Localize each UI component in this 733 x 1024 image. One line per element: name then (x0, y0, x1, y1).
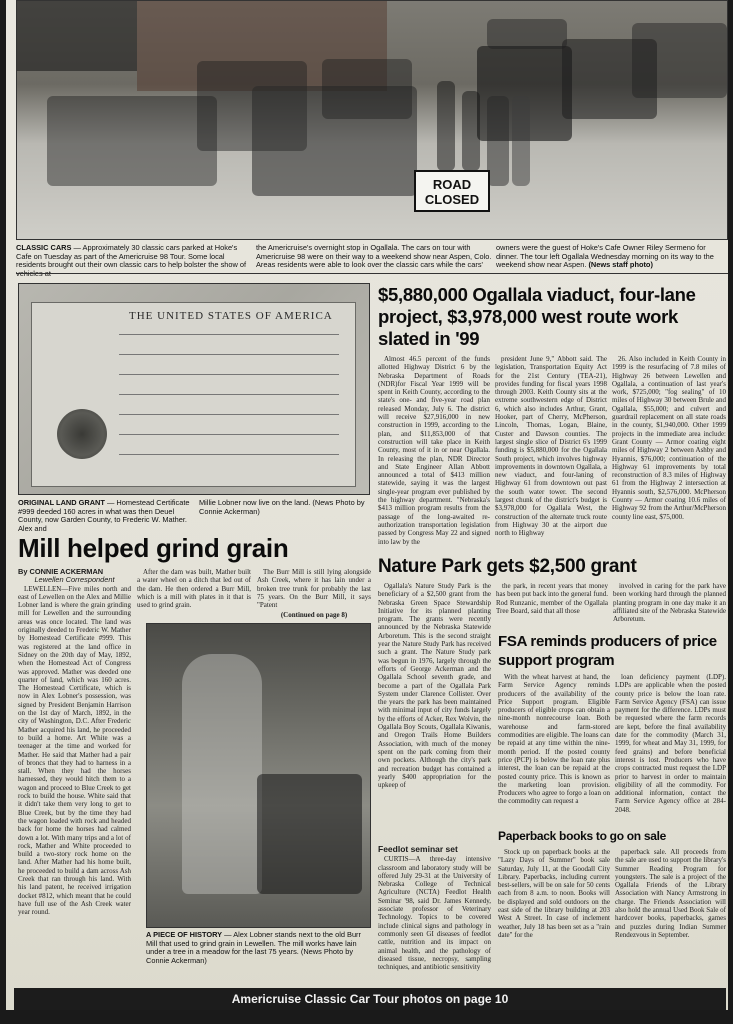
certificate-line (119, 454, 339, 455)
viaduct-col-3 (612, 355, 726, 551)
classic-cars-photo (16, 0, 728, 240)
cars-caption-text-3: owners were the guest of Hoke's Cafe Owner Riley Sermeno for dinner. The tour left Ogallala Wednesday morning on its way to the weekend show near Aspen. (496, 243, 714, 270)
cars-caption-lead: CLASSIC CARS (16, 243, 72, 252)
burr-mill-caption (146, 931, 371, 965)
mill-byline-title: Lewellen Correspondent (34, 575, 115, 585)
viaduct-col-2-text: president June 9," Abbott said. The legislation, Transportation Equity Act for the 21st Century (TEA-21), provides funding for fiscal years 1998 through 2003. Keith County sits at the extreme southwestern edge of District 6, which also includes Arthur, Grant, Hooker, part of Cherry, McPherson, Lincoln, Thomas, Logan, Blaine, Custer and Dawson counties. The largest single slice of District 6's 1999 funding is $5,880,000 for the Ogallala South project, which involves highway improvements in downtown Ogallala, a new viaduct, and four-laning of Highway 61 from downtown out past the south water tower. The second largest chunk of the district's budget is $3,978,000 for Ogallala West, the construction of the alternate truck route from Highway 30 at the airport due north to Highway (495, 355, 607, 538)
feedlot-brief (378, 843, 491, 985)
fsa-headline: FSA reminds producers of price support program (498, 633, 717, 669)
paperback-col-2-text: paperback sale. All proceeds from the sale are used to support the library's Summer Reading Program for youngsters. The sale is a project of the Ogallala Friends of the Library Association with Nancy Armstrong in charge. The Friends Association will also hold the annual Used Book Sale of hardcover books, paperbacks, games and puzzles during Indian Summer Rendezvous in September. (615, 848, 726, 939)
mill-col-2-text: After the dam was built, Mather built a water wheel on a ditch that led out of the dam. He then ordered a Burr Mill, which is a mill with plates in it that is used to grind grain. (137, 568, 251, 610)
cars-caption-col2 (256, 244, 492, 270)
certificate-line (119, 334, 339, 335)
nature-park-col-2 (496, 582, 608, 615)
nature-park-headline: Nature Park gets $2,500 grant (378, 556, 637, 577)
footer-teaser-text: Americruise Classic Car Tour photos on page 10 (231, 992, 509, 1006)
fsa-col-1 (498, 673, 610, 823)
fsa-col-2 (615, 673, 726, 823)
cars-photo-credit: (News staff photo) (588, 260, 653, 270)
mill-col-3-text: The Burr Mill is still lying alongside Ash Creek, where it has lain under a broken tree trunk for probably the last 75 years. On the Burr Mill, it says "Patent (257, 568, 371, 610)
land-grant-caption-left (18, 499, 194, 533)
newspaper-page (6, 0, 728, 1010)
nature-park-col-3-text: involved in caring for the park have been working hard through the planned planting program in one day make it an affiliated site of the Nebraska Statewide Arboretum. (613, 582, 726, 624)
mill-byline: By CONNIE ACKERMAN (18, 567, 104, 576)
feedlot-subhead: Feedlot seminar set (378, 844, 458, 854)
mill-col-3 (257, 568, 371, 624)
nature-park-col-1-text: Ogallala's Nature Study Park is the beneficiary of a $2,500 grant from the Nebraska Green Space Stewardship Initiative for its planned planting program. The grants were recently announced by the Nebraska Statewide Arboretum. This is the second straight year the Nature Study Park has received such a grant. The Nature Study park was begun in 1976, largely through the efforts of George Ackerman and the Ogallala School seventh grade, and become a part of the Ogallala Park System under Clarence Collister. Over the years the park has been maintained with minimal input of city funds largely by the efforts of Acker, Rex Wolvin, the Ogallala Boy Scouts, Ogallala Kiwanis, and Oregon Trails Home Builders Association, with much of the money spent on the park coming from their own pockets. Although the city's park and recreation budget has contained a yearly $400 appropriation for the upkeep of (378, 582, 491, 790)
paperback-col-2 (615, 848, 726, 986)
certificate-seal (57, 409, 107, 459)
land-grant-caption-lead: ORIGINAL LAND GRANT (18, 498, 105, 507)
fsa-col-2-text: loan deficiency payment (LDP). LDPs are applicable when the posted county price is below the loan rate. Farm Service Agency (FSA) can issue payment for the difference. LDPs must be requested where the farm records are kept, before the final availability date for the commodity (March 31, 1999, for wheat and May 31, 1999, for feed grains) and before beneficial interest is lost. Producers who have crops contracted must request the LDP prior to harvest in order to maintain eligibility of all the commodity. For additional information, contact the Farm Service Agency office at 284-2048. (615, 673, 726, 814)
page-10-teaser-bar (14, 988, 726, 1010)
viaduct-col-2 (495, 355, 607, 551)
mill-col-1 (18, 568, 131, 984)
paperback-headline: Paperback books to go on sale (498, 829, 667, 843)
land-grant-photo (18, 283, 370, 495)
mill-col-2 (137, 568, 251, 616)
mill-col-1-text: LEWELLEN—Five miles north and east of Lewellen on the Alex and Millie Lobner land is where the grain grinding mill for Lewellen and the surrounding areas was once located. The land was originally deeded to Frederic W. Mather by Homestead Certificate #999. This was registered at the land office in Sidney on the 20th day of May, 1892, when the Homestead Act of Congress was approved. Mather was deeded one quarter of land, which was 160 acres. The Homestead Certificate, which is now in Alex Lobner's possession, was signed by President Benjamin Harrison on the 1st day of March, 1892, in the city of Washington, D.C. After Frederic Mather acquired his land, he proceeded to build a home. Art White was a teenager at the time and worked for Mather. He said that Mather had a pair of broncs that they had to harness in a stall. When they had the horses harnessed, they would hitch them to a wagon and proceed to Blue Creek to get rock to build the house. White said that it didn't take them very long to get to Blue Creek, but by the time they had the wagon loaded with rock and headed back for home the horses had calmed down a lot. With many trips and a lot of rock, Mather and White proceeded to build a two-story rock home on the land. After Mather had his home built, he proceeded to build a dam across Ash Creek that ran through his land. With his land patent, he received irrigation docket #812, which meant that he could have full use of the Ash Creek water year round. (18, 584, 131, 917)
certificate-line (119, 434, 339, 435)
certificate-heading: THE UNITED STATES OF AMERICA (129, 310, 333, 322)
nature-park-col-2-text: the park, in recent years that money has been put back into the general fund. Rod Runzanic, member of the Ogallala Tree Board, said that all those (496, 582, 608, 615)
cars-caption-text-2: the Americruise's overnight stop in Ogallala. The cars on tour with Americruise 98 were on their way to a weekend show near Aspen, Colo. Areas residents were able to look over the classic cars while the cars' (256, 243, 492, 270)
section-divider (16, 273, 728, 274)
viaduct-col-3-text: 26. Also included in Keith County in 1999 is the resurfacing of 7.8 miles of Highway 26 between Lewellen and Ogallala, a continuation of last year's work, $725,000; "fog sealing" of 10 miles of Highway 30 between Brule and Ogallala, $55,000; and culvert and guardrail replacement on all state roads in the county, $1,940,000. Other 1999 projects in the immediate area include: Grant County — Armor coating eight miles of Highway 2 between Ashby and Hyannis, $76,000; continuation of the Highway 61 improvements by total reconstruction of 8.3 miles of Highway 61 from the Highway 2 intersection at Hyannis south, $2,576,000. McPherson County — Armor coating 10.6 miles of Highway 92 from the Arthur/McPherson county line east, $75,000. (612, 355, 726, 521)
feedlot-text: CURTIS—A three-day intensive classroom and laboratory study will be offered July 29-31 at the University of Nebraska College of Technical Agriculture (NCTA) Feedlot Health Seminar '98, said Dr. James Kennedy, associate professor of Veterinary Technology. Topics to be covered include clinical signs and pathology in commonly seen GI diseases of feedlot cattle, nutrition and its impact on animal health, and the pathology of diseased tissue, necropsy, sampling techniques, and antibiotic sensitivity (378, 855, 491, 972)
nature-park-col-3 (613, 582, 726, 624)
mill-headline: Mill helped grind grain (18, 533, 289, 563)
cars-caption-text-1: — Approximately 30 classic cars parked at Hoke's Cafe on Tuesday as part of the Americruise 98 Tour. Some local residents brought out their own classic cars to help bolster the show of (16, 243, 247, 270)
road-closed-sign (414, 170, 490, 212)
paperback-col-1-text: Stock up on paperback books at the "Lazy Days of Summer" book sale Saturday, July 11, at the Goodall City Library. Paperbacks, including current best-sellers, will be on sale for 50 cents each from 8 a.m. to noon. Books will be displayed and sold outdoors on the east side of the library building at 203 West A Street. In case of inclement weather, July 18 has been set as a "rain date" for the (498, 848, 610, 939)
certificate-line (119, 414, 339, 415)
viaduct-col-1-text: Almost 46.5 percent of the funds allotted Highway District 6 by the Nebraska Department of Roads (NDR)for Fiscal Year 1999 will be spent in Keith County, according to the state's one- and five-year road plan released Monday, July 6. The district will receive $27,916,000 in new construction in 1999, according to the plan, and $11,853,000 of that construction will take place in Keith County, most of it in or near Ogallala. In releasing the plan, NDR Director and State Engineer Allan Abbott announced a total of $413 million statewide, saying it was the largest single-year program ever published by the highway department. "Nebraska's $413 million program results from the passage of the long-awaited re-authorization transportation legislation passed by Congress May 22 and signed into law by the (378, 355, 490, 546)
certificate-line (119, 374, 339, 375)
road-closed-text: ROAD CLOSED (424, 177, 480, 207)
paperback-col-1 (498, 848, 610, 986)
mill-machinery (257, 774, 362, 894)
nature-park-col-1 (378, 582, 491, 840)
viaduct-headline: $5,880,000 Ogallala viaduct, four-lane project, $3,978,000 west route work slated in '99 (378, 284, 696, 349)
burr-mill-caption-text: — Alex Lobner stands next to the old Burr Mill that used to grind grain in Lewellen. The mill works have lain under a tree in a meadow for the last 75 years. (News Photo by Connie Ackerman) (146, 930, 361, 965)
burr-mill-photo (146, 623, 371, 928)
viaduct-col-1 (378, 355, 490, 551)
land-grant-caption-text-2: Millie Lobner now live on the land. (News Photo by Connie Ackerman) (199, 498, 365, 516)
certificate-line (119, 394, 339, 395)
cars-caption-col3 (496, 244, 726, 270)
mill-continued: (Continued on page 8) (280, 611, 348, 620)
land-grant-caption-text: — Homestead Certificate #999 deeded 160 acres in what was then Deuel County, now Garden County, to Frederic W. Mather. Alex and (18, 498, 190, 533)
certificate-line (119, 354, 339, 355)
land-grant-caption-right (199, 499, 369, 516)
man-figure (182, 654, 262, 894)
burr-mill-caption-lead: A PIECE OF HISTORY (146, 930, 223, 939)
fsa-col-1-text: With the wheat harvest at hand, the Farm Service Agency reminds producers of the availability of the Price Support program. Eligible producers of eligible crops can obtain a nine-month nonrecourse loan. Both warehouse and farm-stored commodities are eligible. The loans can be repaid at any time within the nine-month period. If the posted county price (PCP) is below the loan rate plus interest, the loan can be repaid at the posted county price. This is known as the marketing loan provision. Producers who agree to forgo a loan on the commodity can request a (498, 673, 610, 806)
